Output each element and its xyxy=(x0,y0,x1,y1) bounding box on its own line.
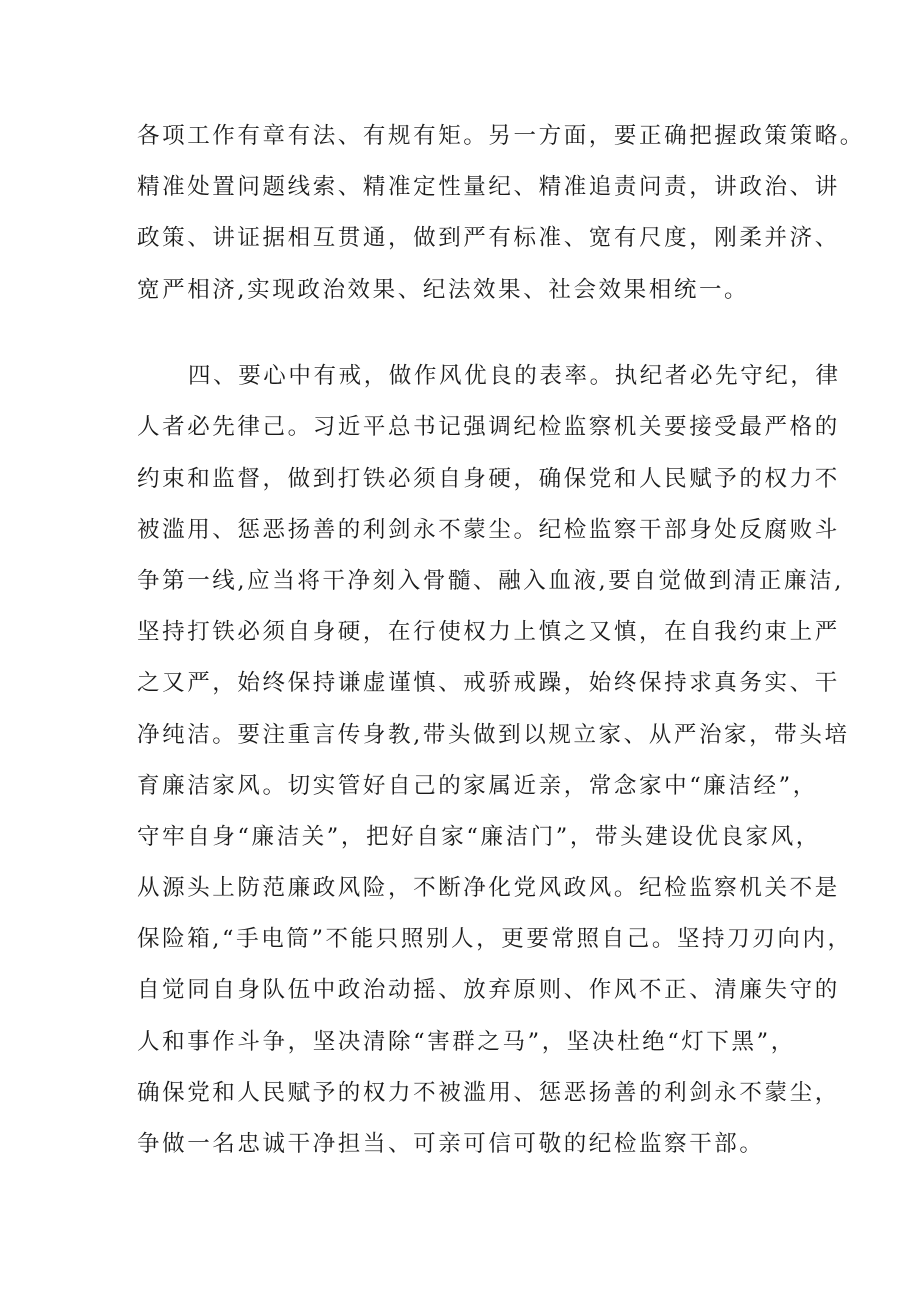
text-line: 从源头上防范廉政风险，不断净化党风政风。纪检监察机关不是 xyxy=(137,875,840,901)
text-line: 宽严相济,实现政治效果、纪法效果、社会效果相统一。 xyxy=(137,277,750,303)
text-line: 被滥用、惩恶扬善的利剑永不蒙尘。纪检监察干部身处反腐败斗 xyxy=(137,517,840,543)
text-line: 争做一名忠诚干净担当、可亲可信可敬的纪检监察干部。 xyxy=(137,1131,765,1157)
text-line: 自觉同自身队伍中政治动摇、放弃原则、作风不正、清廉失守的 xyxy=(137,977,840,1003)
text-line: 确保党和人民赋予的权力不被滥用、惩恶扬善的利剑永不蒙尘， xyxy=(137,1080,840,1106)
text-line: 坚持打铁必须自身硬，在行使权力上慎之又慎，在自我约束上严 xyxy=(137,619,840,645)
text-line: 政策、讲证据相互贯通，做到严有标准、宽有尺度，刚柔并济、 xyxy=(137,225,840,251)
text-line: 之又严，始终保持谦虚谨慎、戒骄戒躁，始终保持求真务实、干 xyxy=(137,670,840,696)
text-line: 精准处置问题线索、精准定性量纪、精准追责问责，讲政治、讲 xyxy=(137,174,840,200)
text-line: 约束和监督，做到打铁必须自身硬，确保党和人民赋予的权力不 xyxy=(137,466,840,492)
text-line: 争第一线,应当将干净刻入骨髓、融入血液,要自觉做到清正廉洁, xyxy=(137,568,844,594)
text-line: 育廉洁家风。切实管好自己的家属近亲，常念家中“廉洁经”， xyxy=(137,773,818,799)
text-line: 守牢自身“廉洁关”，把好自家“廉洁门”，带头建设优良家风， xyxy=(137,824,821,850)
text-line: 净纯洁。要注重言传身教,带头做到以规立家、从严治家，带头培 xyxy=(137,722,850,748)
text-line: 各项工作有章有法、有规有矩。另一方面，要正确把握政策策略。 xyxy=(137,123,865,149)
text-line: 保险箱,“手电筒”不能只照别人，更要常照自己。坚持刀刃向内， xyxy=(137,926,853,952)
text-line: 人者必先律己。习近平总书记强调纪检监察机关要接受最严格的 xyxy=(137,414,840,440)
text-line: 人和事作斗争，坚决清除“害群之马”，坚决杜绝“灯下黑”， xyxy=(137,1029,796,1055)
text-line: 四、要心中有戒，做作风优良的表率。执纪者必先守纪，律 xyxy=(188,363,841,389)
